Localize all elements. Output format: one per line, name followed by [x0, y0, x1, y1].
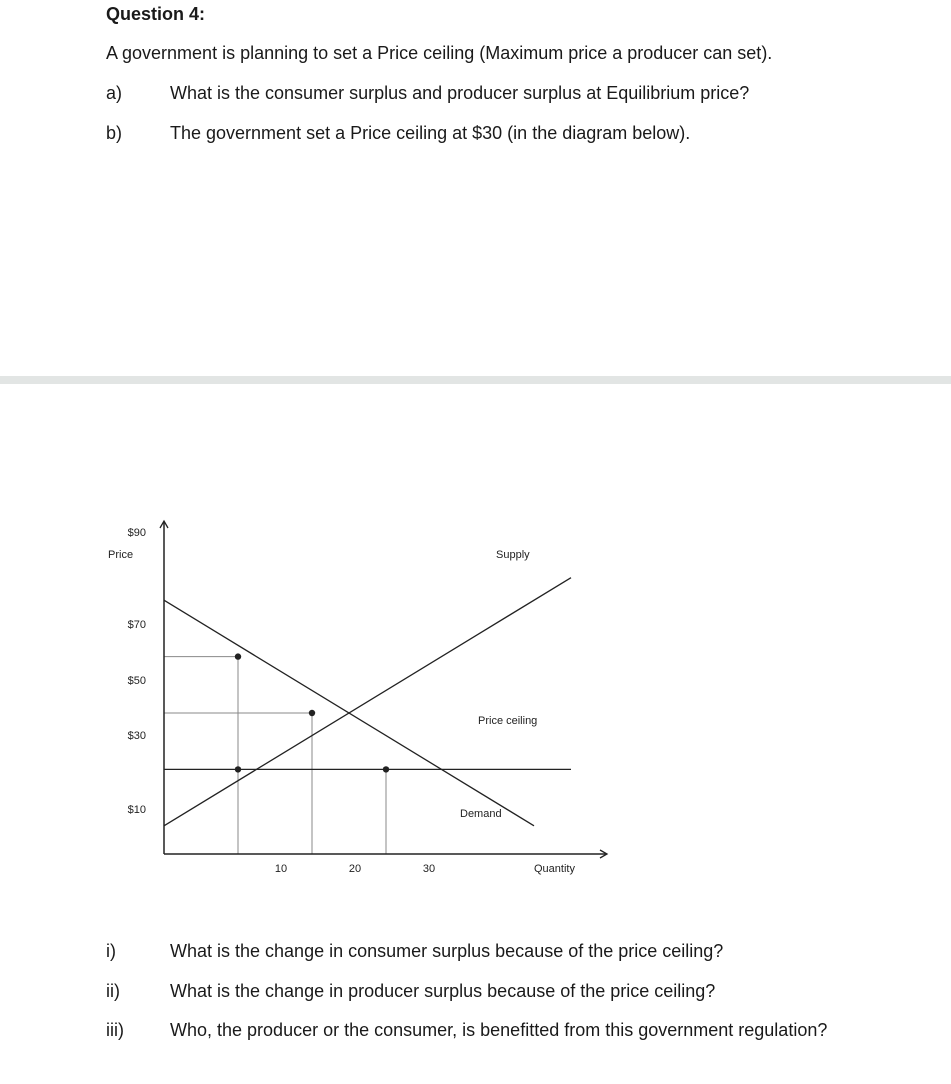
y-axis-label: Price [108, 549, 134, 561]
y-tick-label: $30 [127, 730, 146, 742]
subpart-i-text: What is the change in consumer surplus because of the price ceiling? [170, 941, 724, 961]
data-point [235, 653, 241, 659]
part-b-label: b) [106, 123, 123, 143]
subpart-iii-text: Who, the producer or the consumer, is benefitted from this government regulation? [170, 1020, 828, 1040]
subpart-ii-label: ii) [106, 981, 120, 1001]
x-tick-label: 30 [422, 863, 436, 875]
subpart-iii-label: iii) [106, 1020, 124, 1040]
data-point [235, 766, 241, 772]
y-tick-label: $90 [127, 527, 146, 539]
part-a-label: a) [106, 83, 123, 103]
price-ceiling-chart [0, 500, 951, 900]
subpart-i-label: i) [106, 941, 116, 961]
data-point [309, 710, 315, 716]
supply-label: Supply [496, 549, 530, 561]
part-a-text: What is the consumer surplus and producer surplus at Equilibrium price? [170, 83, 750, 103]
part-b-text: The government set a Price ceiling at $30 (in the diagram below). [170, 123, 691, 143]
section-divider [0, 376, 951, 384]
y-tick-label: $50 [127, 675, 146, 687]
question-intro: A government is planning to set a Price ceiling (Maximum price a producer can set). [106, 43, 773, 63]
x-axis-label: Quantity [534, 863, 575, 875]
price-ceiling-label: Price ceiling [478, 715, 538, 727]
demand-label: Demand [460, 808, 502, 820]
question-title: Question 4: [106, 4, 206, 24]
data-point [383, 766, 389, 772]
supply-line [164, 578, 571, 826]
y-tick-label: $10 [127, 804, 146, 816]
x-tick-label: 10 [274, 863, 288, 875]
y-tick-label: $70 [127, 619, 146, 631]
x-tick-label: 20 [348, 863, 362, 875]
subpart-ii-text: What is the change in producer surplus because of the price ceiling? [170, 981, 716, 1001]
